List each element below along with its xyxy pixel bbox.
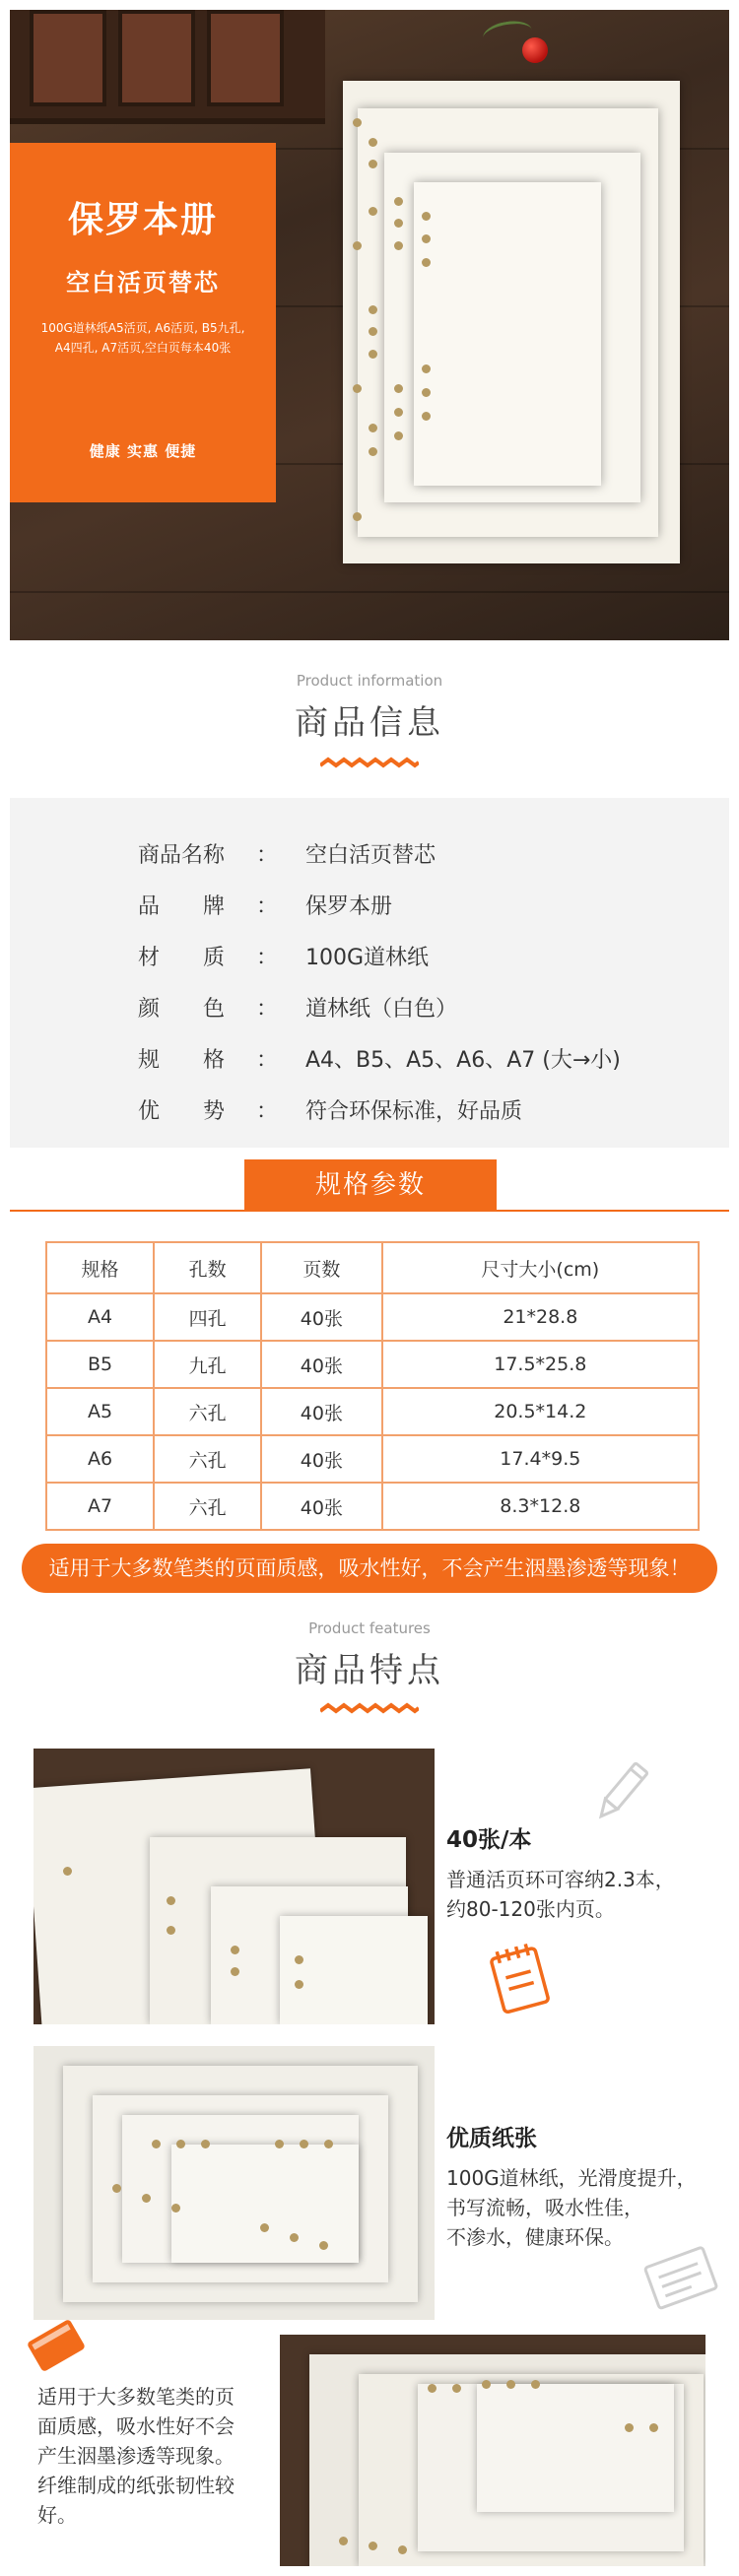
feature-photo-3: [280, 2335, 705, 2566]
zigzag-divider-icon: [320, 1702, 419, 1714]
table-cell: 四孔: [154, 1293, 261, 1341]
table-cell: 17.4*9.5: [382, 1435, 699, 1483]
table-cell: 40张: [261, 1435, 382, 1483]
table-cell: 17.5*25.8: [382, 1341, 699, 1388]
table-header-cell: 规格: [46, 1242, 154, 1293]
table-cell: 六孔: [154, 1483, 261, 1530]
feature-1-title: 40张/本: [446, 1827, 532, 1853]
table-header-cell: 页数: [261, 1242, 382, 1293]
book-icon: [22, 2315, 91, 2376]
wooden-crate: [10, 10, 325, 124]
table-header-cell: 孔数: [154, 1242, 261, 1293]
product-subtitle: 空白活页替芯: [66, 269, 220, 297]
promo-card: [10, 143, 276, 502]
table-cell: A6: [46, 1435, 154, 1483]
table-cell: A4: [46, 1293, 154, 1341]
spec-note-banner: 适用于大多数笔类的页面质感，吸水性好，不会产生洇墨渗透等现象！: [22, 1544, 717, 1593]
info-row-spec: 规 格 ： A4、B5、A5、A6、A7 (大→小): [138, 1048, 621, 1073]
feature-1-desc: 普通活页环可容纳2.3本， 约80-120张内页。: [446, 1868, 675, 1921]
paper-sheet-a6: [414, 182, 601, 486]
paper-icon: [642, 2246, 721, 2310]
feature-photo-1: [34, 1749, 435, 2024]
table-cell: 21*28.8: [382, 1293, 699, 1341]
table-cell: 九孔: [154, 1341, 261, 1388]
info-row-advantage: 优 势 ： 符合环保标准，好品质: [138, 1099, 523, 1124]
feature-2-title: 优质纸张: [446, 2126, 537, 2151]
table-header-row: [46, 1242, 699, 1293]
table-cell: B5: [46, 1341, 154, 1388]
brand-title: 保罗本册: [67, 200, 218, 240]
section-title-features: 商品特点: [295, 1651, 444, 1690]
cherry-decoration: [522, 37, 548, 63]
table-row: [46, 1293, 699, 1341]
table-row: [46, 1435, 699, 1483]
table-cell: 六孔: [154, 1435, 261, 1483]
zigzag-divider-icon: [320, 757, 419, 768]
info-row-name: 商品名称 ： 空白活页替芯: [138, 843, 437, 868]
notepad-icon: [489, 1943, 552, 2014]
section-en-info: Product information: [296, 672, 443, 690]
table-cell: 40张: [261, 1483, 382, 1530]
spec-title: 规格参数: [244, 1159, 497, 1211]
feature-3-desc: 适用于大多数笔类的页 面质感，吸水性好不会 产生洇墨渗透等现象。 纤维制成的纸张韧性较 好。: [37, 2385, 235, 2527]
table-row: [46, 1388, 699, 1435]
product-tags: 健康 实惠 便捷: [89, 442, 197, 460]
feature-photo-2: [34, 2046, 435, 2320]
table-cell: A7: [46, 1483, 154, 1530]
table-cell: 20.5*14.2: [382, 1388, 699, 1435]
spec-table: [45, 1241, 700, 1531]
table-cell: 40张: [261, 1341, 382, 1388]
info-row-color: 颜 色 ： 道林纸（白色）: [138, 997, 458, 1022]
table-cell: A5: [46, 1388, 154, 1435]
table-row: [46, 1483, 699, 1530]
table-cell: 六孔: [154, 1388, 261, 1435]
section-title-info: 商品信息: [295, 703, 444, 743]
pencil-icon: [591, 1758, 650, 1827]
feature-2-desc: 100G道林纸，光滑度提升， 书写流畅，吸水性佳， 不渗水，健康环保。: [446, 2166, 697, 2249]
product-info-box: [10, 798, 729, 1148]
section-en-features: Product features: [308, 1619, 431, 1637]
table-cell: 40张: [261, 1293, 382, 1341]
table-cell: 8.3*12.8: [382, 1483, 699, 1530]
hero-banner: [10, 10, 729, 640]
info-row-material: 材 质 ： 100G道林纸: [138, 946, 430, 970]
table-row: [46, 1341, 699, 1388]
table-cell: 40张: [261, 1388, 382, 1435]
product-desc: 100G道林纸A5活页, A6活页, B5九孔, A4四孔, A7活页,空白页每本40张: [40, 321, 245, 355]
table-header-cell: 尺寸大小(cm): [382, 1242, 699, 1293]
info-row-brand: 品 牌 ： 保罗本册: [138, 894, 393, 919]
